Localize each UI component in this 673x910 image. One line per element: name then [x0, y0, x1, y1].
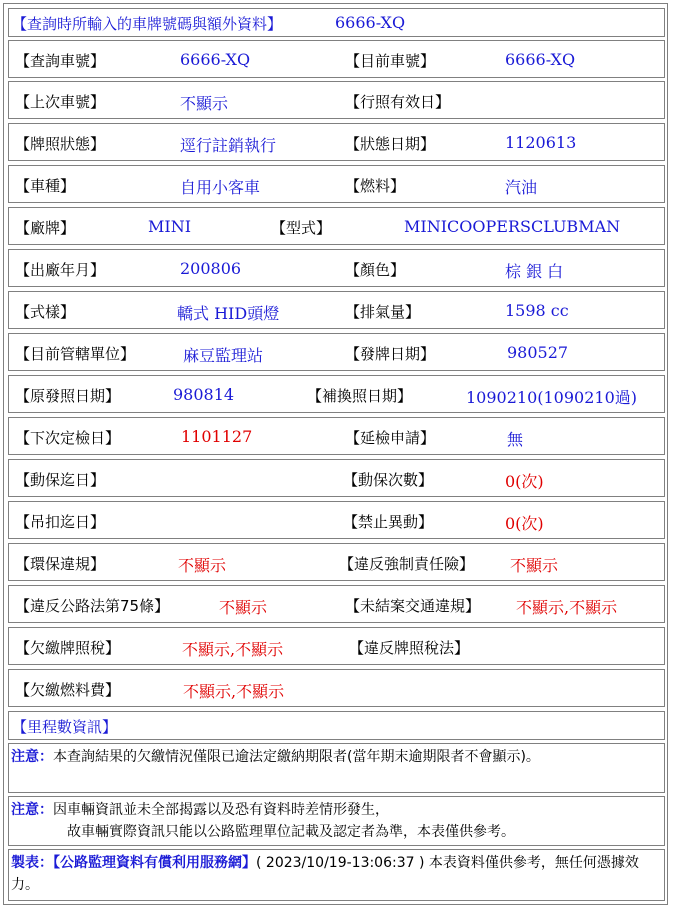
value-vehicle-type: 自用小客車 [180, 178, 261, 197]
value-body-style: 轎式 HID頭燈 [177, 304, 280, 323]
value-license-renewal-date: 1090210(1090210過) [466, 388, 638, 407]
label-color: 【顏色】 [345, 261, 406, 279]
value-transfer-ban: 0(次) [505, 514, 544, 533]
row-next-inspection [8, 417, 665, 455]
label-license-tax-act-violation: 【違反牌照稅法】 [349, 639, 470, 657]
row-brand [8, 207, 665, 245]
label-displacement: 【排氣量】 [345, 303, 421, 321]
mileage-section [8, 711, 665, 740]
label-unpaid-fuel-fee: 【欠繳燃料費】 [15, 681, 121, 699]
value-brand: MINI [148, 217, 192, 236]
note-disclosure-line1: 因車輛資訊並未全部揭露以及恐有資料時差情形發生， [53, 802, 389, 818]
label-fuel: 【燃料】 [345, 177, 406, 195]
label-transfer-ban: 【禁止異動】 [343, 513, 434, 531]
query-header-label: 【查詢時所輸入的車牌號碼與額外資料】 [12, 15, 283, 33]
value-previous-plate: 不顯示 [180, 94, 229, 113]
label-suspension-end: 【吊扣迄日】 [15, 513, 106, 531]
value-manufacture-date: 200806 [180, 259, 242, 278]
row-suspension [8, 501, 665, 539]
label-manufacture-date: 【出廠年月】 [15, 261, 106, 279]
value-unpaid-license-tax: 不顯示,不顯示 [182, 640, 284, 659]
label-insurance-violation: 【違反強制責任險】 [339, 555, 475, 573]
value-plate-status: 逕行註銷執行 [180, 136, 277, 155]
note-overdue [8, 743, 665, 793]
value-fuel: 汽油 [505, 178, 538, 197]
value-color: 棕 銀 白 [505, 262, 564, 281]
value-original-license-date: 980814 [173, 385, 235, 404]
label-next-inspection: 【下次定檢日】 [15, 429, 121, 447]
label-model: 【型式】 [271, 219, 332, 237]
row-license-tax [8, 627, 665, 665]
label-inspection-extension: 【延檢申請】 [345, 429, 436, 447]
value-highway-act-75: 不顯示 [219, 598, 268, 617]
label-brand: 【廠牌】 [15, 219, 76, 237]
note-source-label: 製表： [11, 855, 53, 871]
value-displacement: 1598 cc [505, 301, 569, 320]
row-original-license-date [8, 375, 665, 413]
label-chattel-mortgage-count: 【動保次數】 [343, 471, 434, 489]
label-previous-plate: 【上次車號】 [15, 93, 106, 111]
label-query-plate: 【查詢車號】 [15, 52, 106, 70]
value-jurisdiction: 麻豆監理站 [183, 346, 264, 365]
row-plate-status [8, 123, 665, 161]
label-jurisdiction: 【目前管轄單位】 [15, 345, 136, 363]
note-disclosure-text [11, 799, 660, 843]
value-chattel-mortgage-count: 0(次) [505, 472, 544, 491]
row-fuel-fee [8, 669, 665, 707]
label-highway-act-75: 【違反公路法第75條】 [15, 597, 170, 615]
note-disclosure-line2: 故車輛實際資訊只能以公路監理單位記載及認定者為準，本表僅供參考。 [67, 824, 515, 840]
value-inspection-extension: 無 [507, 430, 524, 449]
note-source-service-link: 【公路監理資料有償利用服務網】 [53, 855, 256, 871]
row-vehicle-type [8, 165, 665, 203]
note-overdue-label: 注意： [11, 749, 53, 765]
label-environmental-violation: 【環保違規】 [15, 555, 106, 573]
row-chattel-mortgage [8, 459, 665, 497]
value-unpaid-fuel-fee: 不顯示,不顯示 [183, 682, 285, 701]
row-environmental [8, 543, 665, 581]
label-status-date: 【狀態日期】 [345, 135, 436, 153]
row-highway-act [8, 585, 665, 623]
row-body-style [8, 291, 665, 329]
label-body-style: 【式樣】 [15, 303, 76, 321]
value-query-plate: 6666-XQ [180, 50, 251, 69]
value-status-date: 1120613 [505, 133, 577, 152]
value-next-inspection: 1101127 [181, 427, 253, 446]
query-header-row [8, 8, 665, 37]
value-pending-traffic-violation: 不顯示,不顯示 [516, 598, 618, 617]
label-original-license-date: 【原發照日期】 [15, 387, 121, 405]
label-plate-status: 【牌照狀態】 [15, 135, 106, 153]
value-current-plate: 6666-XQ [505, 50, 576, 69]
note-disclosure [8, 796, 665, 846]
label-current-plate: 【目前車號】 [345, 52, 436, 70]
label-license-renewal-date: 【補換照日期】 [307, 387, 413, 405]
row-previous-plate [8, 81, 665, 119]
label-unpaid-license-tax: 【欠繳牌照稅】 [15, 639, 121, 657]
value-model: MINICOOPERSCLUBMAN [404, 217, 621, 236]
mileage-label: 【里程數資訊】 [12, 718, 118, 736]
note-overdue-text [11, 746, 660, 768]
note-source-text [11, 852, 660, 896]
value-environmental-violation: 不顯示 [178, 556, 227, 575]
row-query-plate [8, 40, 665, 78]
label-plate-issue-date: 【發牌日期】 [345, 345, 436, 363]
label-chattel-mortgage-end: 【動保迄日】 [15, 471, 106, 489]
label-vehicle-type: 【車種】 [15, 177, 76, 195]
note-source [8, 849, 665, 901]
row-jurisdiction [8, 333, 665, 371]
note-source-body: ( 2023/10/19-13:06:37 ) 本表資料僅供參考，無任何憑據效力。 [11, 855, 639, 893]
note-disclosure-label: 注意： [11, 802, 53, 818]
value-insurance-violation: 不顯示 [510, 556, 559, 575]
label-pending-traffic-violation: 【未結案交通違規】 [345, 597, 481, 615]
value-plate-issue-date: 980527 [507, 343, 569, 362]
note-overdue-body: 本查詢結果的欠繳情況僅限已逾法定繳納期限者(當年期末逾期限者不會顯示)。 [53, 749, 540, 765]
row-manufacture-date [8, 249, 665, 287]
query-header-plate: 6666-XQ [335, 13, 406, 32]
label-license-valid-date: 【行照有效日】 [345, 93, 451, 111]
